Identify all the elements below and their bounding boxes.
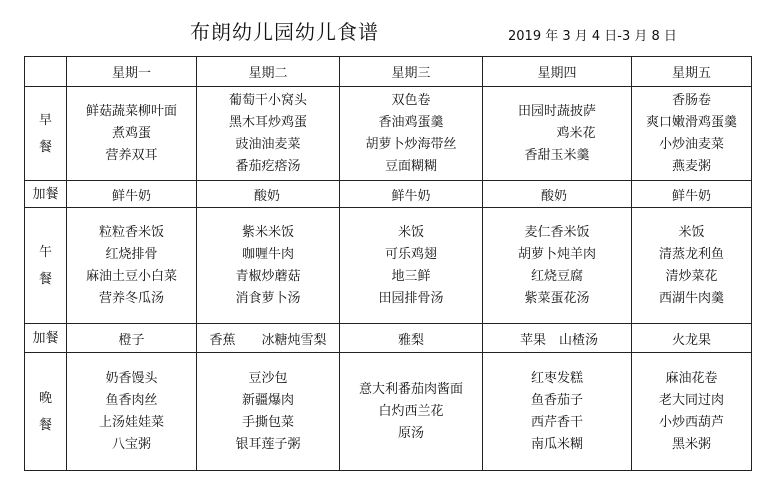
menu-cell (340, 87, 483, 181)
dish: 香油鸡蛋羹 (378, 114, 444, 130)
dish: 青椒炒蘑菇 (235, 268, 301, 284)
dish: 白灼西兰花 (378, 403, 444, 419)
day-header: 星期二 (197, 57, 340, 87)
menu-cell (632, 208, 752, 324)
dish: 葡萄干小窝头 (228, 92, 307, 108)
dish: 西湖牛肉羹 (658, 290, 724, 306)
meal-label-snack: 加餐 (25, 181, 67, 208)
dish: 可乐鸡翅 (384, 246, 437, 262)
dish: 粒粒香米饭 (98, 224, 164, 240)
dish: 爽口嫩滑鸡蛋羹 (645, 114, 737, 130)
menu-cell (197, 208, 340, 324)
menu-cell: 鲜牛奶 (340, 181, 483, 208)
dish: 意大利番茄肉酱面 (358, 381, 463, 397)
dish: 清蒸龙利鱼 (658, 246, 724, 262)
dish: 豆面糊糊 (384, 158, 437, 174)
dish: 煮鸡蛋 (111, 125, 151, 141)
dish: 营养双耳 (105, 147, 158, 163)
dish: 南瓜米糊 (530, 436, 583, 452)
header-row (25, 57, 752, 87)
dish: 鸡米花 (556, 125, 596, 141)
menu-cell (483, 87, 632, 181)
dish: 八宝粥 (111, 436, 151, 452)
dish: 手撕包菜 (241, 414, 294, 430)
menu-cell (483, 353, 632, 471)
menu-cell: 雅梨 (340, 324, 483, 353)
dish: 香肠卷 (671, 92, 711, 108)
meal-label-dinner: 晚 餐 (25, 353, 67, 471)
lunch-row (25, 208, 752, 324)
meal-label-breakfast: 早 餐 (25, 87, 67, 181)
menu-cell: 苹果 山楂汤 (483, 324, 632, 353)
menu-cell: 鲜牛奶 (67, 181, 197, 208)
menu-cell (197, 353, 340, 471)
menu-cell: 酸奶 (197, 181, 340, 208)
dish: 原汤 (397, 425, 424, 441)
dish: 红烧排骨 (105, 246, 158, 262)
dish: 香甜玉米羹 (524, 147, 590, 163)
menu-cell: 鲜牛奶 (632, 181, 752, 208)
dish: 麻油花卷 (665, 370, 718, 386)
dish: 田园排骨汤 (378, 290, 444, 306)
dish: 地三鲜 (391, 268, 431, 284)
menu-cell (67, 353, 197, 471)
dish: 紫菜蛋花汤 (524, 290, 590, 306)
dish: 双色卷 (391, 92, 431, 108)
dish: 消食萝卜汤 (235, 290, 301, 306)
dish: 鲜菇蔬菜柳叶面 (85, 103, 177, 119)
dish: 番茄疙瘩汤 (235, 158, 301, 174)
dish: 豉油油麦菜 (235, 136, 301, 152)
dish: 豆沙包 (248, 370, 288, 386)
dish: 清炒菜花 (665, 268, 718, 284)
dish: 红烧豆腐 (530, 268, 583, 284)
breakfast-row (25, 87, 752, 181)
dish: 麦仁香米饭 (524, 224, 590, 240)
dish: 鱼香肉丝 (105, 392, 158, 408)
dish: 银耳莲子粥 (235, 436, 301, 452)
day-header: 星期三 (340, 57, 483, 87)
dish: 奶香馒头 (105, 370, 158, 386)
date-range: 2019 年 3 月 4 日-3 月 8 日 (508, 29, 677, 44)
dish: 田园时蔬披萨 (517, 103, 596, 119)
day-header: 星期四 (483, 57, 632, 87)
dish: 紫米米饭 (241, 224, 294, 240)
menu-cell: 酸奶 (483, 181, 632, 208)
dish: 营养冬瓜汤 (98, 290, 164, 306)
corner-cell (25, 57, 67, 87)
menu-cell (197, 87, 340, 181)
snack-row-2 (25, 324, 752, 353)
menu-cell (632, 87, 752, 181)
meal-label-lunch: 午 餐 (25, 208, 67, 324)
menu-cell: 火龙果 (632, 324, 752, 353)
dish: 胡萝卜炒海带丝 (365, 136, 457, 152)
dish: 燕麦粥 (671, 158, 711, 174)
dish: 小炒油麦菜 (658, 136, 724, 152)
menu-table (24, 56, 752, 471)
dish: 米饭 (678, 224, 705, 240)
dish: 米饭 (397, 224, 424, 240)
dish: 麻油土豆小白菜 (85, 268, 177, 284)
menu-cell (483, 208, 632, 324)
dish: 黑米粥 (671, 436, 711, 452)
dish: 鱼香茄子 (530, 392, 583, 408)
dish: 新疆爆肉 (241, 392, 294, 408)
dish: 小炒西葫芦 (658, 414, 724, 430)
dish: 老大同过肉 (658, 392, 724, 408)
menu-cell (67, 87, 197, 181)
dish: 咖喱牛肉 (241, 246, 294, 262)
dinner-row (25, 353, 752, 471)
dish: 胡萝卜炖羊肉 (517, 246, 596, 262)
dish: 西芹香干 (530, 414, 583, 430)
meal-label-snack: 加餐 (25, 324, 67, 353)
menu-cell (67, 208, 197, 324)
day-header: 星期一 (67, 57, 197, 87)
menu-cell (340, 208, 483, 324)
menu-cell: 橙子 (67, 324, 197, 353)
dish: 上汤娃娃菜 (98, 414, 164, 430)
dish: 红枣发糕 (530, 370, 583, 386)
menu-cell (340, 353, 483, 471)
day-header: 星期五 (632, 57, 752, 87)
page-title: 布朗幼儿园幼儿食谱 (190, 20, 379, 44)
menu-cell: 香蕉 冰糖炖雪梨 (197, 324, 340, 353)
menu-cell (632, 353, 752, 471)
snack-row-1 (25, 181, 752, 208)
dish: 黑木耳炒鸡蛋 (228, 114, 307, 130)
